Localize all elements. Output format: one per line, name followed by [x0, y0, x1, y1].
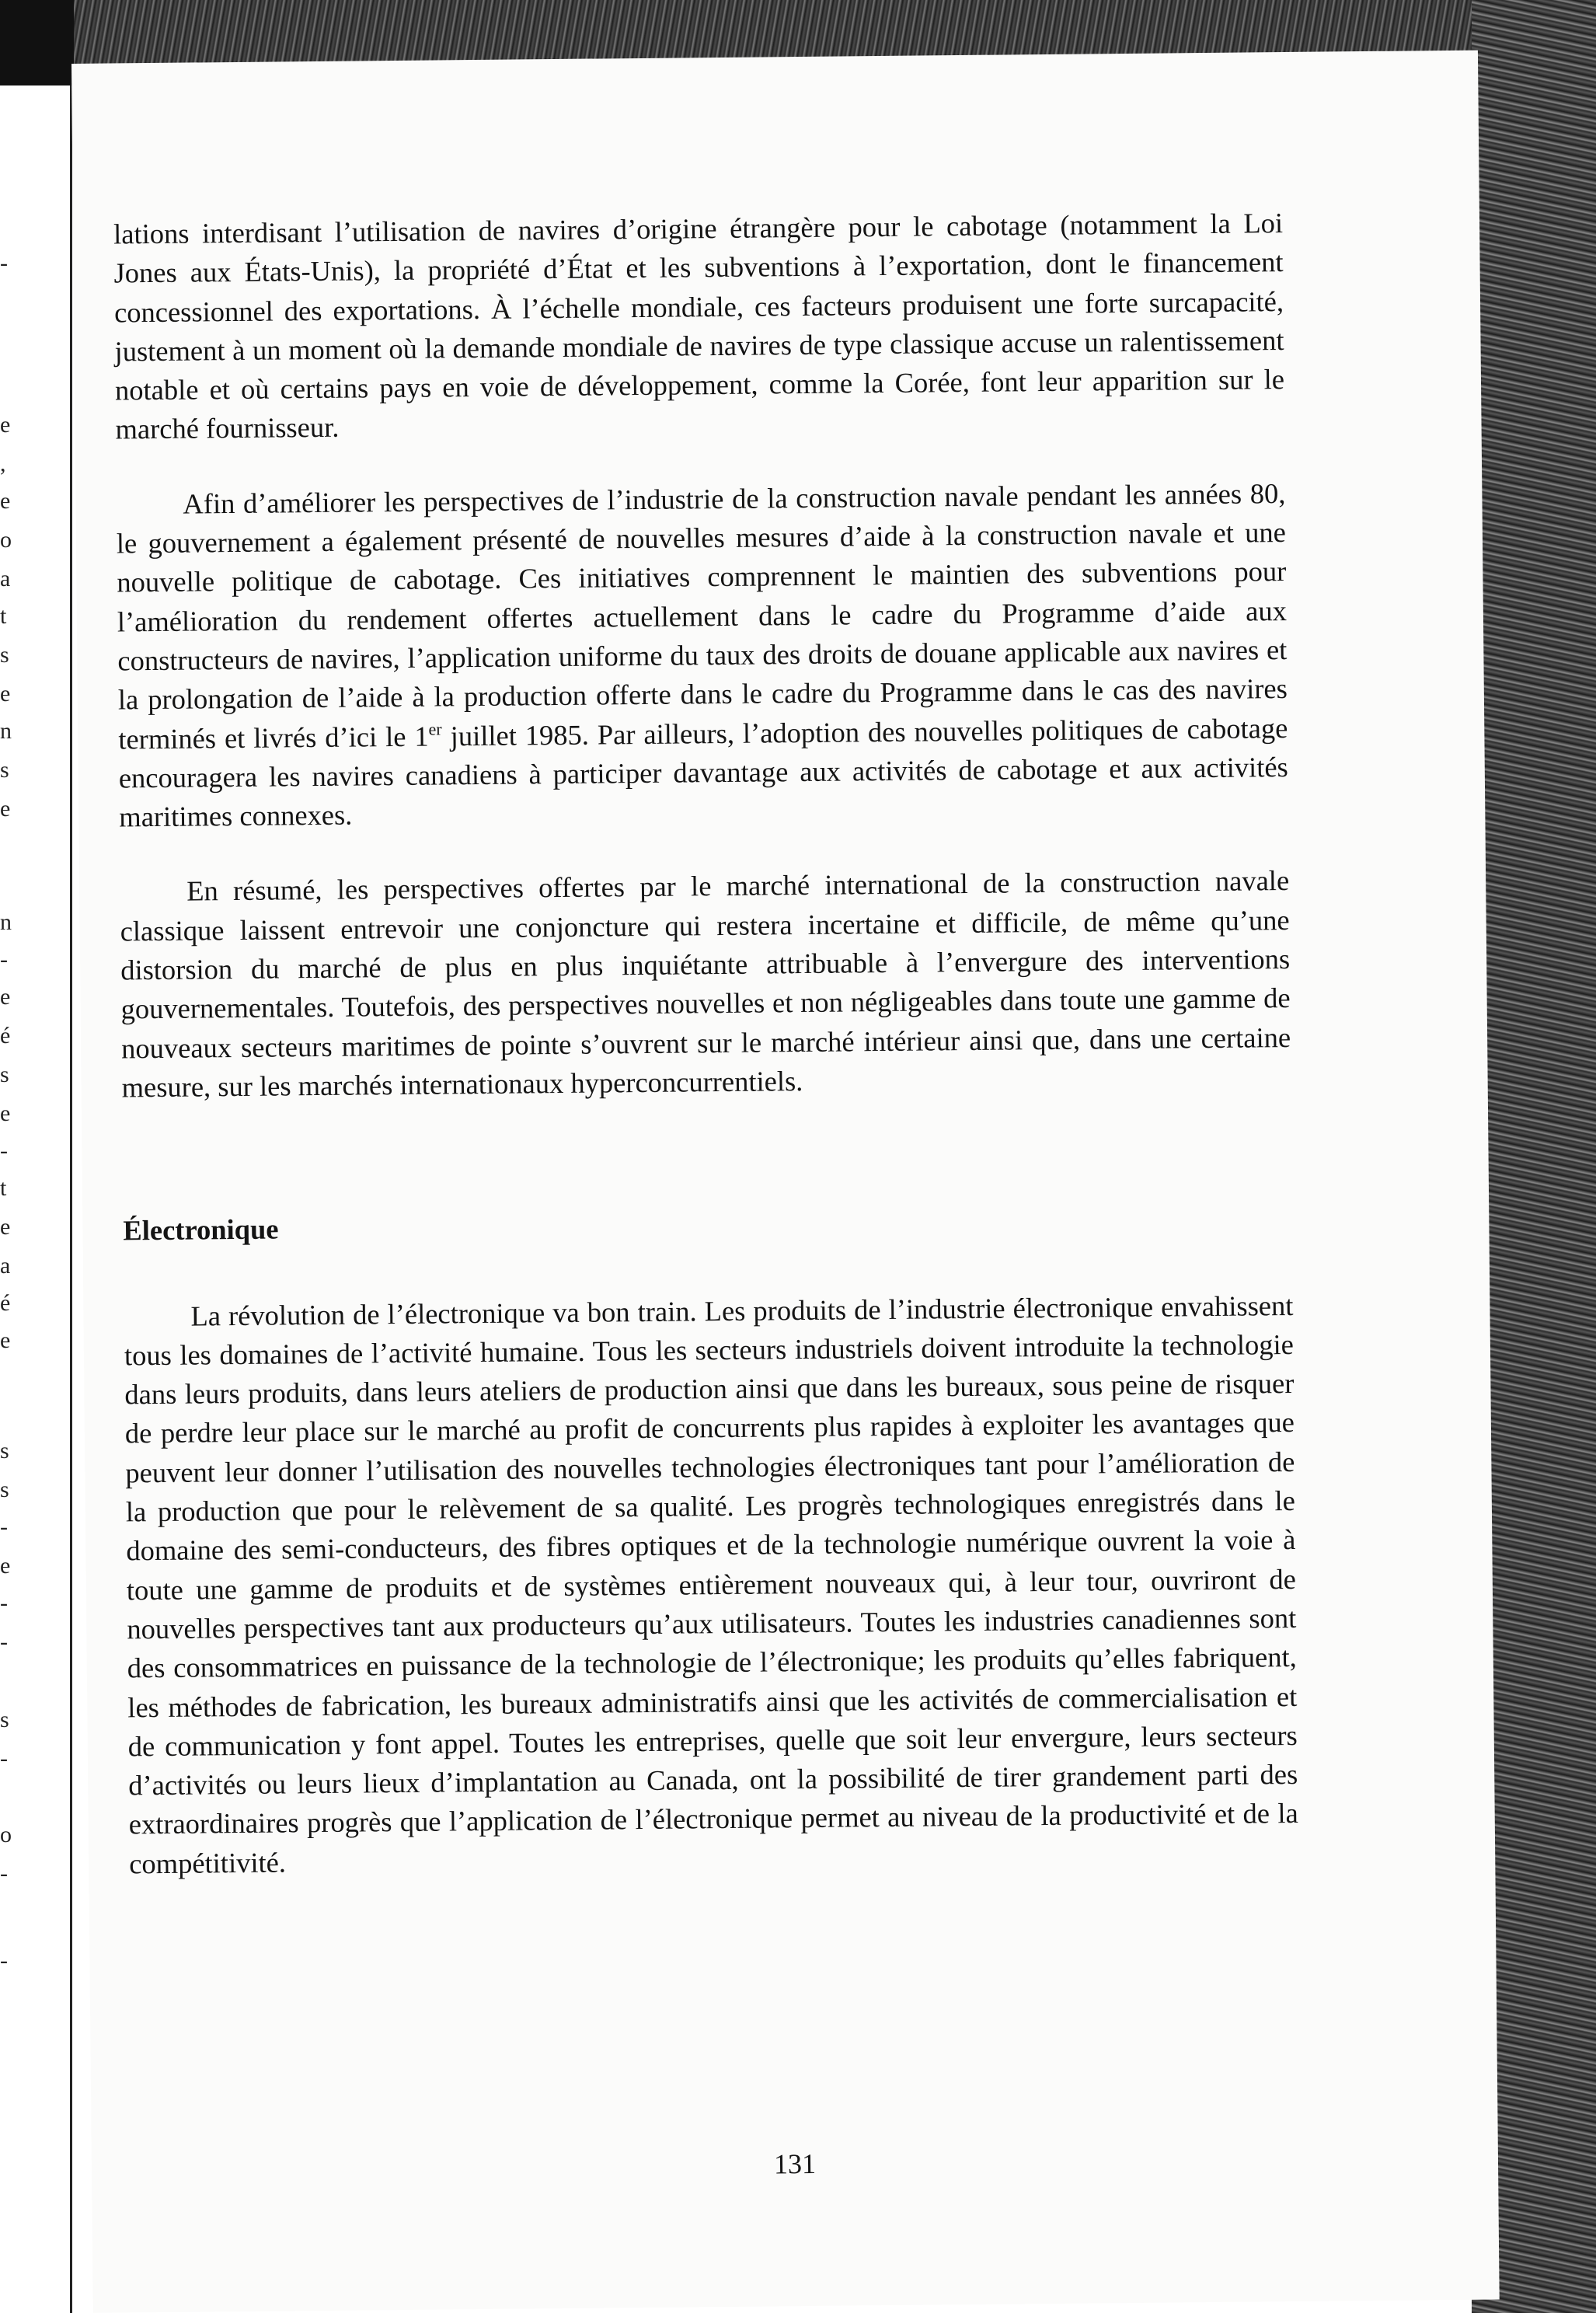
margin-fragment: e	[0, 796, 11, 822]
margin-fragment: s	[0, 757, 9, 783]
margin-fragment: e	[0, 984, 11, 1010]
paragraph-summary: En résumé, les perspectives offertes par le marché international de la construction navale classique laissent entrevoir une conjoncture qui restera incertaine et difficile, de même qu’une distorsion du marché de plus en plus inquiétante attribuable à l’envergure des interventions gouvernementales. Toutefois, des perspectives nouvelles et non négligeables dans toute une gamme de nouveaux secteurs maritimes de pointe s’ouvrent sur le marché intérieur ainsi que, dans une certaine mesure, sur les marchés internationaux hyperconcurrentiels.	[120, 864, 1291, 1104]
margin-fragment: a	[0, 566, 11, 591]
margin-fragment: e	[0, 1553, 11, 1579]
margin-fragment: -	[0, 1629, 8, 1655]
margin-fragment: e	[0, 1214, 11, 1240]
margin-fragment: -	[0, 1861, 8, 1886]
margin-fragment: -	[0, 250, 8, 276]
adjacent-page-fragments	[0, 0, 23, 2313]
book-page	[71, 51, 1500, 2313]
margin-fragment: -	[0, 1138, 8, 1163]
paragraph-text-continued: juillet 1985. Par ailleurs, l’adoption des nouvelles politiques de cabotage encouragera les navires canadiens à participer davantage aux activités de cabotage et aux activités maritimes connexes.	[118, 711, 1288, 833]
margin-fragment: e	[0, 1327, 11, 1353]
paragraph-shipbuilding-measures	[116, 474, 1288, 837]
section-heading: Électronique	[123, 1212, 279, 1247]
margin-fragment: é	[0, 1290, 11, 1316]
margin-fragment: é	[0, 1023, 11, 1048]
page-number: 131	[773, 2147, 817, 2180]
date-day: 1	[414, 720, 429, 752]
margin-fragment: -	[0, 1590, 8, 1616]
margin-fragment: s	[0, 1062, 9, 1087]
margin-fragment: ,	[0, 451, 6, 476]
paragraph-text: Afin d’améliorer les perspectives de l’industrie de la construction navale pendant les années 80, le gouvernement a également présenté de nouvelles mesures d’aide à la construction navale et une nouvelle politique de cabotage. Ces initiatives comprennent le maintien des subventions pour l’amélioration du rendement offertes actuellement dans le cadre du Programme d’aide aux constructeurs de navires, l’application uniforme du taux des droits de douane applicable aux navires et la prolongation de l’aide à la production offerte dans le cadre du Programme dans le cas des navires terminés et livrés d’ici le	[116, 476, 1288, 755]
margin-fragment: s	[0, 642, 9, 668]
date-ordinal: er	[428, 719, 442, 739]
margin-fragment: n	[0, 718, 12, 744]
body-text	[113, 204, 1299, 1919]
margin-fragment: t	[0, 603, 7, 629]
margin-fragment: -	[0, 947, 8, 972]
margin-fragment: e	[0, 681, 11, 706]
margin-fragment: a	[0, 1253, 11, 1279]
margin-fragment: e	[0, 488, 11, 514]
margin-fragment: o	[0, 1822, 12, 1847]
margin-fragment: e	[0, 1101, 11, 1126]
margin-fragment: -	[0, 1746, 8, 1771]
paragraph-electronics: La révolution de l’électronique va bon train. Les produits de l’industrie électronique envahissent tous les domaines de l’activité humaine. Tous les secteurs industriels doivent introduite la technologie dans leurs produits, dans leurs ateliers de production ainsi que dans les bureaux, sous peine de risquer de perdre leur place sur le marché au profit de concurrents plus rapides à exploiter les avantages que peuvent leur donner l’utilisation des nouvelles technologies électroniques tant pour l’amélioration de la production que pour le relèvement de sa qualité. Les progrès technologiques enregistrés dans le domaine des semi-conducteurs, des fibres optiques et de la technologie numérique ouvrent la voie à toute une gamme de produits et de systèmes entièrement nouveaux qui, à leur tour, ouvriront de nouvelles perspectives tant aux producteurs qu’aux utilisateurs. Toutes les industries canadiennes sont des consommatrices en puissance de la technologie de l’électronique; les produits qu’elles fabriquent, les méthodes de fabrication, les bureaux administratifs ainsi que les activités de commercialisation et de communication y font appel. Toutes les entreprises, quelle que soit leur envergure, leurs secteurs d’activités ou leurs lieux d’implantation au Canada, ont la possibilité de tirer grandement parti des extraordinaires progrès que l’application de l’électronique permet au niveau de la productivité et de la compétitivité.	[124, 1289, 1298, 1880]
margin-fragment: n	[0, 909, 12, 935]
margin-fragment: s	[0, 1707, 9, 1732]
margin-fragment: o	[0, 527, 12, 553]
paragraph-cabotage: lations interdisant l’utilisation de navires d’origine étrangère pour le cabotage (notamment la Loi Jones aux États-Unis), la propriété d’État et les subventions à l’exportation, dont le financement concessionnel des exportations. À l’échelle mondiale, ces facteurs produisent une forte surcapacité, justement à un moment où la demande mondiale de navires de type classique accuse un ralentissement notable et où certains pays en voie de développement, comme la Corée, font leur apparition sur le marché fournisseur.	[113, 207, 1285, 445]
margin-fragment: -	[0, 1948, 8, 1973]
margin-fragment: s	[0, 1438, 9, 1464]
margin-fragment: t	[0, 1175, 7, 1201]
margin-fragment: -	[0, 1514, 8, 1540]
margin-fragment: s	[0, 1477, 9, 1502]
margin-fragment: e	[0, 412, 11, 438]
page-left-edge	[70, 85, 72, 2313]
